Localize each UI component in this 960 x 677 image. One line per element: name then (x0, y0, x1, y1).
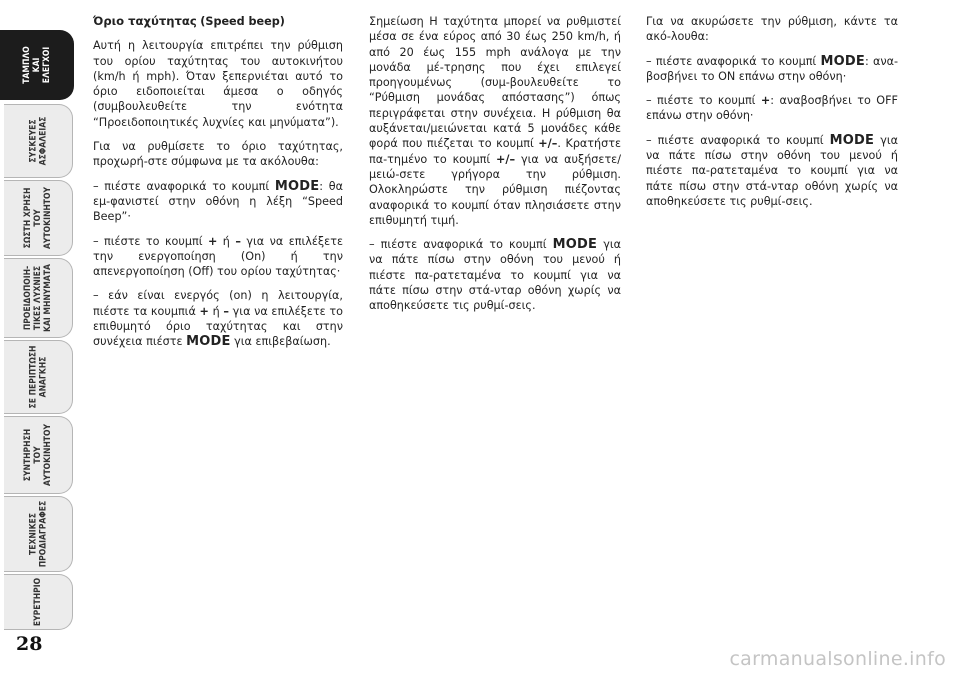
step-text: : ανα-βοσβήνει το ON επάνω στην οθόνη· (646, 54, 898, 83)
note-text: Σημείωση Η ταχύτητα μπορεί να ρυθμιστεί μέσα σε ένα εύρος από 30 έως 250 km/h, ή από 20 έως 155 mph ανάλογα με την μονάδα μέ-τρησης που έχει επιλεγεί προηγουμένως (συμ-βουλευθείτε το “Ρύθμιση μονάδας απόστασης”) όπως περιγράφεται στην συνέχεια. Η ρύθμιση θα αυξάνεται/μειώνεται κατά 5 μονάδες κάθε φορά που πιέζεται το κουμπί (369, 15, 621, 151)
tab-label: ΕΥΡΕΤΗΡΙΟ (33, 577, 43, 627)
plus-minus-button-ref: +/– (496, 152, 516, 166)
step-text: – εάν είναι ενεργός (on) η λειτουργία, πιέστε τα κουμπιά (93, 289, 343, 318)
tab-maintenance[interactable] (4, 416, 73, 494)
note-paragraph (369, 14, 621, 228)
note-text: . Κρατήστε πα-τημένο το κουμπί (369, 137, 621, 166)
chapter-tabs (0, 30, 76, 630)
paragraph: Για να ακυρώσετε την ρύθμιση, κάντε τα ακό-λουθα: (646, 15, 898, 44)
tab-label: ΤΕΧΝΙΚΕΣ ΠΡΟΔΙΑΓΡΑΦΕΣ (28, 500, 48, 568)
step-text: ή (222, 234, 230, 248)
mode-button-ref: MODE (186, 334, 231, 350)
step-text: : θα εμ-φανιστεί στην οθόνη η λέξη “Speed Beep”· (93, 179, 344, 224)
step-text: για να πάτε πίσω στην οθόνη του μενού ή πιέστε πα-ρατεταμένα το κουμπί για να πάτε πίσω στην στά-νταρ οθόνη χωρίς να αποθηκεύσετε τις ρυθμί-σεις. (646, 133, 899, 208)
plus-button-ref: + (207, 234, 218, 248)
step-text: για να πάτε πίσω στην οθόνη του μενού ή πιέστε πα-ρατεταμένα το κουμπί για να πάτε πίσω στην στά-νταρ οθόνη χωρίς να αποθηκεύσετε τις ρυθμί-σεις. (369, 238, 622, 313)
instruction-step (93, 288, 343, 349)
mode-button-ref: MODE (552, 237, 598, 253)
step-text: – πιέστε το κουμπί (646, 94, 756, 108)
minus-button-ref: – (235, 234, 241, 248)
tab-emergency[interactable] (4, 340, 73, 414)
step-text: για να επιλέξετε την ενεργοποίηση (On) ή την απενεργοποίηση (Off) του ορίου ταχύτητας· (93, 234, 343, 279)
tab-correct-use[interactable] (4, 180, 73, 256)
instruction-step (646, 93, 898, 124)
instruction-step (93, 179, 343, 225)
tab-index[interactable] (4, 574, 73, 630)
tab-label: ΠΡΟΕΙΔΟΠΟΙΗ- ΤΙΚΕΣ ΛΥΧΝΙΕΣ ΚΑΙ ΜΗΝΥΜΑΤΑ (23, 264, 53, 332)
paragraph: Για να ρυθμίσετε το όριο ταχύτητας, προχωρή-στε σύμφωνα με τα ακόλουθα: (93, 140, 343, 169)
mode-button-ref: MODE (274, 178, 320, 194)
tab-safety-devices[interactable] (4, 104, 73, 178)
paragraph: Αυτή η λειτουργία επιτρέπει την ρύθμιση του ορίου ταχύτητας του αυτοκινήτου (km/h ή mph). Όταν ξεπερνιέται αυτό το όριο ειδοποιείται άμεσα ο οδηγός (συμβουλευθείτε την ενότητα “Προειδοποιητικές λυχνίες και μηνύματα”). (93, 39, 343, 129)
tab-label: ΤΑΜΠΛΟ ΚΑΙ ΕΛΕΓΧΟΙ (21, 46, 52, 84)
tab-technical-specs[interactable] (4, 496, 73, 572)
mode-button-ref: MODE (829, 132, 875, 148)
text-column-3 (646, 14, 898, 218)
text-column-2 (369, 14, 621, 323)
instruction-step (646, 54, 898, 85)
tab-label: ΣΥΣΚΕΥΕΣ ΑΣΦΑΛΕΙΑΣ (27, 116, 48, 166)
step-text: για επιβεβαίωση. (234, 335, 331, 349)
section-title-english: (Speed beep) (200, 15, 285, 28)
tab-label: ΣΕ ΠΕΡΙΠΤΩΣΗ ΑΝΑΓΚΗΣ (28, 345, 48, 409)
tab-dashboard-controls[interactable] (0, 30, 74, 100)
note-text: για να αυξήσετε/μειώ-σετε γρήγορα την ρύθμιση. Ολοκληρώστε την ρύθμιση πιέζοντας αναφορικά το κουμπί όταν πλησιάσετε στην επιθυμητή τιμή. (369, 152, 621, 227)
instruction-step (369, 237, 621, 313)
step-text: – πιέστε αναφορικά το κουμπί (369, 238, 547, 252)
step-text: ή (212, 304, 220, 318)
step-text: : αναβοσβήνει το OFF επάνω στην οθόνη· (646, 94, 898, 123)
minus-button-ref: – (223, 304, 229, 318)
step-text: – πιέστε αναφορικά το κουμπί (646, 54, 817, 68)
step-text: – πιέστε αναφορικά το κουμπί (93, 179, 270, 193)
section-title-greek: Όριο ταχύτητας (93, 14, 197, 28)
instruction-step (93, 234, 343, 280)
plus-button-ref: + (760, 94, 771, 108)
instruction-step (646, 133, 898, 209)
tab-label: ΣΩΣΤΗ ΧΡΗΣΗ ΤΟΥ ΑΥΤΟΚΙΝΗΤΟΥ (23, 187, 53, 249)
section-title (93, 14, 343, 29)
page-number: 28 (16, 633, 43, 655)
text-column-1 (93, 14, 343, 359)
tab-warning-lights[interactable] (4, 258, 73, 338)
step-text: – πιέστε το κουμπί (93, 234, 203, 248)
watermark: carmanualsonline.info (729, 648, 946, 670)
step-text: – πιέστε αναφορικά το κουμπί (646, 133, 824, 147)
tab-label: ΣΥΝΤΗΡΗΣΗ ΤΟΥ ΑΥΤΟΚΙΝΗΤΟΥ (23, 424, 53, 486)
plus-button-ref: + (199, 304, 209, 318)
plus-minus-button-ref: +/– (538, 137, 558, 151)
step-text: για να επιλέξετε το επιθυμητό όριο ταχύτητας και στην συνέχεια πιέστε (93, 304, 343, 349)
mode-button-ref: MODE (820, 53, 865, 69)
